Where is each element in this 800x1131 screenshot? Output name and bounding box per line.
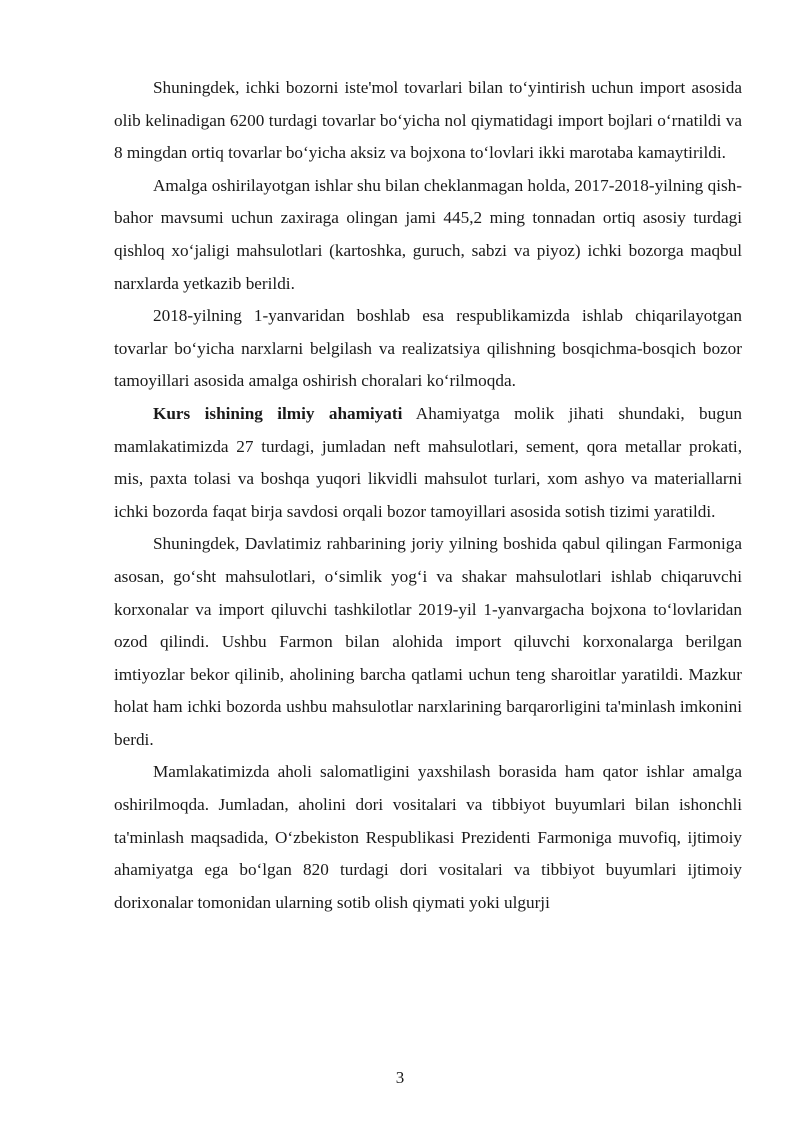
page-number: 3 [395,1068,405,1087]
paragraph-text: Ahamiyatga molik jihati shundaki, bugun mamlakatimizda 27 turdagi, jumladan neft mahsulotlari, sement, qora metallar prokati, mis, paxta tolasi va boshqa yuqori likvidli mahsulot turlari, xom ashyo va materiallarni ichki bozorda faqat birja savdosi orqali bozor tamoyillari asosida sotish tizimi yaratildi. [114,403,743,521]
paragraph-text: Shuningdek, ichki bozorni iste'mol tovarlari bilan to‘yintirish uchun import asosida olib kelinadigan 6200 turdagi tovarlar bo‘yicha nol qiymatidagi import bojlari o‘rnatildi va 8 mingdan ortiq tovarlar bo‘yicha aksiz va bojxona to‘lovlari ikki marotaba kamaytirildi. [114,78,742,163]
paragraph-text: Shuningdek, Davlatimiz rahbarining joriy yilning boshida qabul qilingan Farmoniga asosan, go‘sht mahsulotlari, o‘simlik yog‘i va shakar mahsulotlari ishlab chiqaruvchi korxonalar va import qiluvchi tashkilotlar 2019-yil 1-yanvargacha bojxona to‘lovlaridan ozod qilindi. Ushbu Farmon bilan alohida import qiluvchi korxonalarga berilgan imtiyozlar bekor qilinib, aholining barcha qatlami uchun teng sharoitlar yaratildi. Mazkur holat ham ichki bozorda ushbu mahsulotlar narxlarining barqarorligini ta'minlash imkonini berdi. [114,534,742,749]
paragraph-4 [114,398,742,528]
paragraph-text: Mamlakatimizda aholi salomatligini yaxshilash borasida ham qator ishlar amalga oshirilmoqda. Jumladan, aholini dori vositalari va tibbiyot buyumlari bilan ishonchli ta'minlash maqsadida, O‘zbekiston Respublikasi Prezidenti Farmoniga muvofiq, ijtimoiy ahamiyatga ega bo‘lgan 820 turdagi dori vositalari va tibbiyot buyumlari ijtimoiy dorixonalar tomonidan ularning sotib olish qiymati yoki ulgurji [114,762,742,912]
paragraph-text: Amalga oshirilayotgan ishlar shu bilan cheklanmagan holda, 2017-2018-yilning qish-bahor mavsumi uchun zaxiraga olingan jami 445,2 ming tonnadan ortiq asosiy turdagi qishloq xo‘jaligi mahsulotlari (kartoshka, guruch, sabzi va piyoz) ichki bozorga maqbul narxlarda yetkazib berildi. [114,175,742,293]
paragraph-5 [114,528,742,756]
body-text [114,72,742,919]
paragraph-2 [114,170,742,300]
paragraph-text: 2018-yilning 1-yanvaridan boshlab esa respublikamizda ishlab chiqarilayotgan tovarlar bo‘yicha narxlarni belgilash va realizatsiya qilishning bosqichma-bosqich bozor tamoyillari asosida amalga oshirish choralari ko‘rilmoqda. [114,306,742,391]
section-heading-inline: Kurs ishining ilmiy ahamiyati [153,403,403,423]
paragraph-3 [114,300,742,398]
paragraph-1 [114,72,742,170]
paragraph-6 [114,756,742,919]
